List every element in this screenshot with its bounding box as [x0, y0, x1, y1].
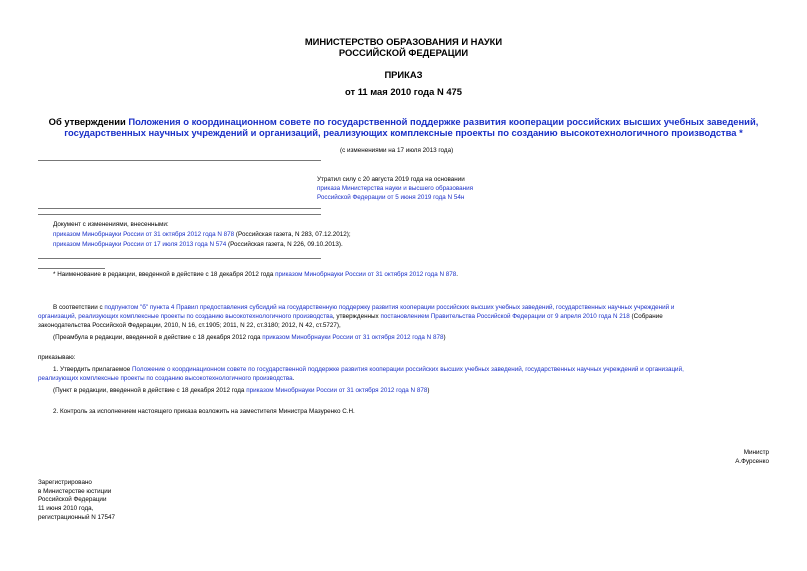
doc-date-number: от 11 мая 2010 года N 475	[345, 86, 462, 97]
item-1-link-2[interactable]: реализующих комплексные проекты по созданию высокотехнологичного производства	[38, 375, 293, 382]
preamble-link-decree[interactable]: постановлением Правительства Российской Федерации от 9 апреля 2010 года N 218	[380, 313, 630, 320]
footnote-text: * Наименование в редакции, введенной в действие с 18 декабря 2012 года	[53, 271, 276, 278]
changes-item-link[interactable]: приказом Минобрнауки России от 31 октября 2012 года N 878	[53, 231, 235, 238]
signature-title: Министр	[743, 449, 769, 456]
preamble-note	[53, 334, 446, 342]
item-1-note-text: )	[427, 387, 430, 394]
footnote-tail: .	[456, 271, 458, 278]
divider	[38, 258, 321, 259]
doc-title-line-1	[0, 116, 807, 127]
divider	[38, 160, 321, 161]
changes-heading: Документ с изменениями, внесенными:	[53, 221, 169, 228]
registration-line: Зарегистрировано	[38, 479, 92, 486]
item-1-note-link[interactable]: приказом Минобрнауки России от 31 октября 2012 года N 878	[246, 387, 428, 394]
preamble-line-3: законодательства Российской Федерации, 2010, N 16, ст.1905; 2011, N 22, ст.3180; 2012, N 42, ст.5727),	[38, 322, 341, 329]
doc-type: ПРИКАЗ	[384, 69, 423, 80]
registration-line: в Министерстве юстиции	[38, 487, 112, 495]
doc-title-line-2	[0, 127, 807, 138]
preamble-line-2	[38, 313, 663, 321]
registration-block	[38, 479, 115, 523]
doc-title-link[interactable]: Положения о координационном совете по государственной поддержке развития кооперации российских высших учебных заведений,	[128, 116, 759, 127]
preamble-link-rules-2[interactable]: организаций, реализующих комплексные проекты по созданию высокотехнологичного производства	[38, 313, 333, 320]
preamble-line-1	[53, 304, 674, 312]
signature-name: А.Фурсенко	[735, 458, 769, 465]
footnote-divider	[38, 268, 105, 269]
changes-item	[53, 241, 343, 249]
order-word: приказываю:	[38, 354, 76, 361]
doc-title-link-2[interactable]: государственных научных учреждений и организаций, реализующих комплексные проекты по созданию высокотехнологичного производства	[64, 127, 737, 138]
item-1-link[interactable]: Положение о координационном совете по государственной поддержке развития кооперации российских высших учебных заведений, государственных научных учреждений и организаций,	[131, 366, 684, 373]
item-1-note-text: (Пункт в редакции, введенной в действие с 18 декабря 2012 года	[53, 387, 247, 394]
item-1-line-2	[38, 375, 294, 383]
item-1-note	[53, 387, 429, 395]
changes-item-tail: (Российская газета, N 226, 09.10.2013).	[226, 241, 343, 248]
divider	[38, 208, 321, 209]
footnote-link[interactable]: приказом Минобрнауки России от 31 октября 2012 года N 878	[275, 271, 457, 278]
item-2: 2. Контроль за исполнением настоящего приказа возложить на заместителя Министра Мазуренко С.Н.	[53, 408, 355, 415]
amendment-note: (с изменениями на 17 июля 2013 года)	[340, 147, 454, 154]
doc-title-prefix: Об утверждении	[48, 116, 129, 127]
preamble-text: , утвержденных	[332, 313, 381, 320]
repeal-link-2[interactable]: Российской Федерации от 5 июня 2019 года N 54н	[317, 194, 465, 201]
repeal-link-1[interactable]: приказа Министерства науки и высшего образования	[317, 185, 474, 192]
item-1-text: 1. Утвердить прилагаемое	[53, 366, 132, 373]
registration-line: 11 июня 2010 года,	[38, 505, 94, 513]
preamble-text: В соответствии с	[53, 304, 105, 311]
preamble-note-text: (Преамбула в редакции, введенной в действие с 18 декабря 2012 года	[53, 334, 263, 341]
changes-item	[53, 231, 351, 239]
item-1-line-1	[53, 366, 684, 374]
ministry-line-2: РОССИЙСКОЙ ФЕДЕРАЦИИ	[338, 47, 469, 58]
preamble-link-rules[interactable]: подпунктом "б" пункта 4 Правил предоставления субсидий на государственную поддержку развития кооперации российских высших учебных заведений, государственных научных учреждений и	[104, 304, 675, 311]
registration-line: регистрационный N 17547	[38, 513, 116, 521]
ministry-line-1: МИНИСТЕРСТВО ОБРАЗОВАНИЯ И НАУКИ	[304, 36, 503, 47]
preamble-text: (Собрание	[629, 313, 663, 320]
changes-item-tail: (Российская газета, N 283, 07.12.2012);	[234, 231, 351, 238]
divider	[38, 214, 321, 215]
footnote	[53, 271, 458, 279]
item-1-text: .	[292, 375, 295, 382]
preamble-note-text: )	[443, 334, 446, 341]
registration-line: Российской Федерации	[38, 496, 107, 504]
changes-item-link[interactable]: приказом Минобрнауки России от 17 июля 2013 года N 574	[53, 241, 227, 248]
preamble-note-link[interactable]: приказом Минобрнауки России от 31 октября 2012 года N 878	[262, 334, 444, 341]
doc-title-suffix: *	[736, 127, 743, 138]
repeal-line-1: Утратил силу с 20 августа 2019 года на основании	[317, 176, 465, 183]
